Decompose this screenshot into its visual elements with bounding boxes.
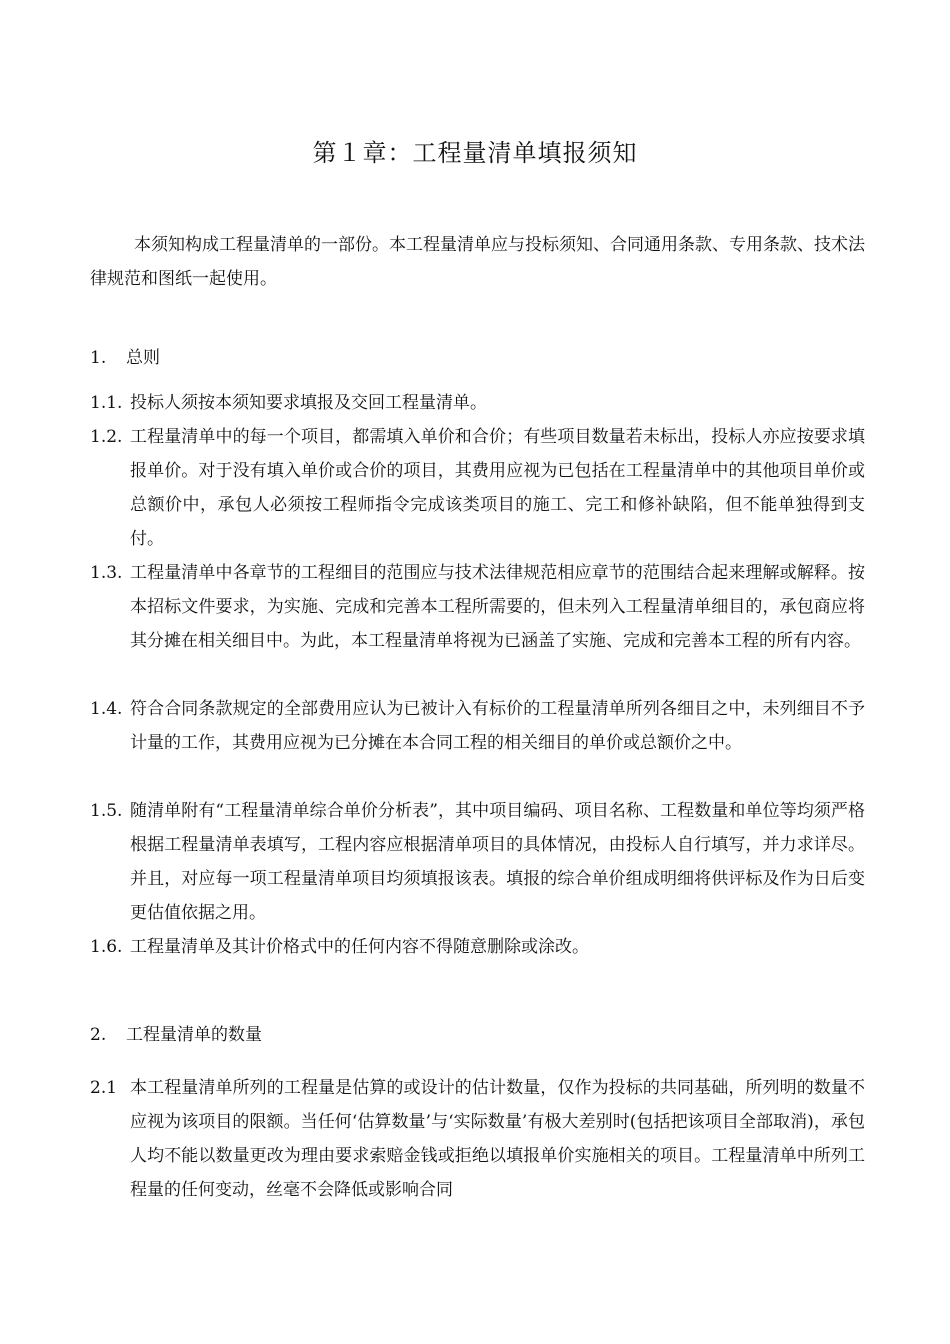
clause-2-1 — [90, 1071, 865, 1207]
clause-1-1 — [90, 386, 865, 420]
clause-text: 随清单附有“工程量清单综合单价分析表”，其中项目编码、项目名称、工程数量和单位等均须严格根据工程量清单表填写，工程内容应根据清单项目的具体情况，由投标人自行填写，并力求详尽。并且，对应每一项工程量清单项目均须填报该表。填报的综合单价组成明细将供评标及作为日后变更估值依据之用。 — [130, 801, 865, 923]
clause-text: 本工程量清单所列的工程量是估算的或设计的估计数量，仅作为投标的共同基础，所列明的数量不应视为该项目的限额。当任何‘估算数量’与‘实际数量’有极大差别时(包括把该项目全部取消)，承包人均不能以数量更改为理由要求索赔金钱或拒绝以填报单价实施相关的项目。工程量清单中所列工程量的任何变动，丝毫不会降低或影响合同 — [130, 1078, 865, 1200]
clause-1-3 — [90, 556, 865, 658]
clause-1-2 — [90, 420, 865, 556]
section-number: 1. — [90, 348, 107, 368]
clause-1-5 — [90, 794, 865, 930]
clause-number: 1.6. — [90, 937, 123, 957]
clause-1-4 — [90, 692, 865, 760]
section-heading-2 — [90, 1020, 262, 1050]
section-number: 2. — [90, 1025, 107, 1045]
clause-number: 1.2. — [90, 427, 123, 447]
clause-text: 符合合同条款规定的全部费用应认为已被计入有标价的工程量清单所列各细目之中，未列细目不予计量的工作，其费用应视为已分摊在本合同工程的相关细目的单价或总额价之中。 — [130, 699, 865, 753]
chapter-title: 第１章：工程量清单填报须知 — [312, 139, 638, 167]
clause-number: 1.1. — [90, 393, 123, 413]
clause-text: 投标人须按本须知要求填报及交回工程量清单。 — [130, 393, 487, 413]
intro-paragraph: 本须知构成工程量清单的一部份。本工程量清单应与投标须知、合同通用条款、专用条款、技术法律规范和图纸一起使用。 — [90, 235, 865, 289]
section-title: 工程量清单的数量 — [126, 1025, 262, 1045]
section-title: 总则 — [126, 348, 160, 368]
clause-number: 1.5. — [90, 801, 123, 821]
clause-text: 工程量清单及其计价格式中的任何内容不得随意删除或涂改。 — [130, 937, 589, 957]
clause-text: 工程量清单中各章节的工程细目的范围应与技术法律规范相应章节的范围结合起来理解或解释。按本招标文件要求，为实施、完成和完善本工程所需要的，但未列入工程量清单细目的，承包商应将其分摊在相关细目中。为此，本工程量清单将视为已涵盖了实施、完成和完善本工程的所有内容。 — [130, 563, 865, 651]
section-heading-1 — [90, 343, 160, 373]
clause-1-6 — [90, 930, 865, 964]
clause-text: 工程量清单中的每一个项目，都需填入单价和合价；有些项目数量若未标出，投标人亦应按要求填报单价。对于没有填入单价或合价的项目，其费用应视为已包括在工程量清单中的其他项目单价或总额价中，承包人必须按工程师指令完成该类项目的施工、完工和修补缺陷，但不能单独得到支付。 — [130, 427, 865, 549]
clause-number: 1.4. — [90, 699, 123, 719]
clause-number: 2.1 — [90, 1078, 118, 1098]
clause-number: 1.3. — [90, 563, 123, 583]
